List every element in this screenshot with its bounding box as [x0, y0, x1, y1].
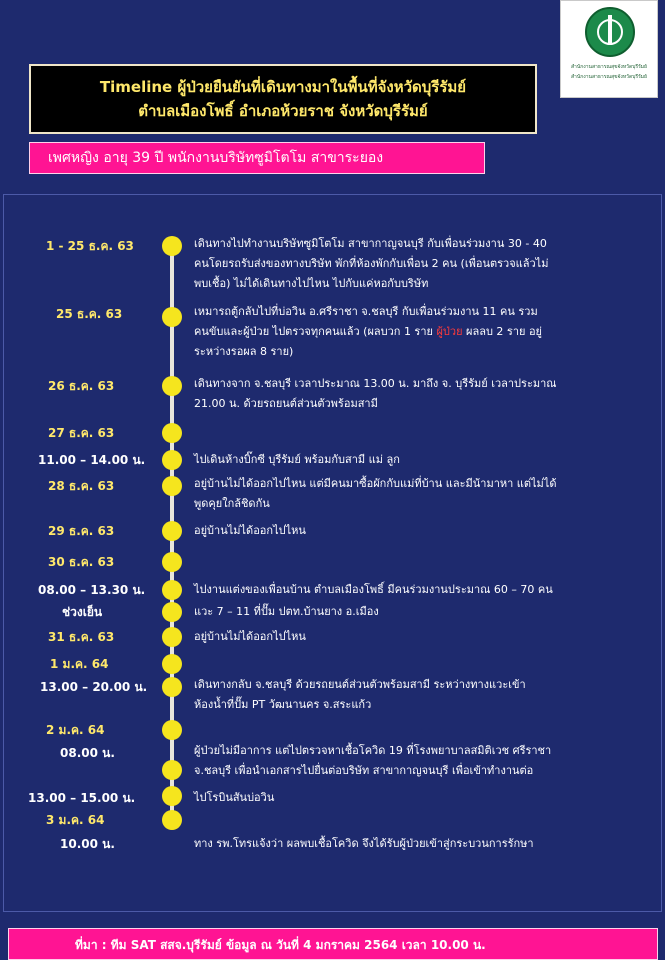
timeline-description	[194, 675, 642, 715]
timeline-dot	[162, 810, 182, 830]
timeline-date: 2 ม.ค. 64	[46, 723, 105, 737]
timeline-date: 29 ธ.ค. 63	[48, 524, 115, 538]
timeline-dot	[162, 307, 182, 327]
description-text: คนขับและผู้ป่วย ไปตรวจทุกคนแล้ว (ผลบวก 1 ราย	[194, 325, 437, 338]
timeline-date: 1 ม.ค. 64	[50, 657, 109, 671]
timeline-dot	[162, 786, 182, 806]
timeline-time: 11.00 – 14.00 น.	[38, 453, 146, 467]
timeline-dot	[162, 376, 182, 396]
logo-caption-1: สำนักงานสาธารณสุขจังหวัดบุรีรัมย์	[571, 64, 647, 70]
page-title-box	[29, 64, 537, 134]
timeline-description	[194, 834, 642, 854]
timeline-dot	[162, 476, 182, 496]
timeline-time: 13.00 – 20.00 น.	[40, 680, 148, 694]
timeline-dot	[162, 552, 182, 572]
source-text: ที่มา : ทีม SAT สสจ.บุรีรัมย์ ข้อมูล ณ วันที่ 4 มกราคม 2564 เวลา 10.00 น.	[75, 938, 486, 952]
page-title-line-1: Timeline ผู้ป่วยยืนยันที่เดินทางมาในพื้นที่จังหวัดบุรีรัมย์	[99, 78, 467, 96]
timeline-date: 3 ม.ค. 64	[46, 813, 105, 827]
description-line: พบเชื้อ) ไม่ได้เดินทางไปไหน ไปกับแค่หอกับบริษัท	[194, 277, 429, 290]
description-line: จ.ชลบุรี เพื่อนำเอกสารไปยื่นต่อบริษัท สาขากาญจนบุรี เพื่อเข้าทำงานต่อ	[194, 764, 534, 777]
ministry-logo	[560, 0, 658, 98]
timeline-description	[194, 788, 642, 808]
timeline-description	[194, 741, 642, 781]
timeline-dot	[162, 677, 182, 697]
timeline-date: 31 ธ.ค. 63	[48, 630, 115, 644]
timeline-description	[194, 374, 642, 414]
description-line: เดินทางจาก จ.ชลบุรี เวลาประมาณ 13.00 น. มาถึง จ. บุรีรัมย์ เวลาประมาณ	[194, 377, 557, 390]
timeline-dot	[162, 760, 182, 780]
page-title-line-2: ตำบลเมืองโพธิ์ อำเภอห้วยราช จังหวัดบุรีรัมย์	[138, 102, 428, 120]
timeline-date: 26 ธ.ค. 63	[48, 379, 115, 393]
patient-info-banner	[29, 142, 485, 174]
description-line: เหมารถตู้กลับไปที่บ่อวิน อ.ศรีราชา จ.ชลบุรี กับเพื่อนร่วมงาน 11 คน รวม	[194, 305, 538, 318]
timeline-dot	[162, 450, 182, 470]
timeline-description	[194, 450, 642, 470]
description-line: ระหว่างรอผล 8 ราย)	[194, 345, 294, 358]
description-line: อยู่บ้านไม่ได้ออกไปไหน	[194, 524, 306, 537]
timeline-time: 10.00 น.	[60, 837, 115, 851]
description-line: พูดคุยใกล้ชิดกัน	[194, 497, 270, 510]
timeline-dot	[162, 580, 182, 600]
timeline-description	[194, 602, 642, 622]
timeline-dot	[162, 720, 182, 740]
description-line: อยู่บ้านไม่ได้ออกไปไหน	[194, 630, 306, 643]
timeline-description	[194, 521, 642, 541]
timeline-description	[194, 234, 642, 294]
timeline-dot	[162, 521, 182, 541]
timeline-time: ช่วงเย็น	[62, 605, 103, 619]
description-line: คนโดยรถรับส่งของทางบริษัท พักที่ห้องพักกับเพื่อน 2 คน (เพื่อนตรวจแล้วไม่	[194, 257, 549, 270]
description-text: ผลลบ 2 ราย อยู่	[462, 325, 543, 338]
description-line: แวะ 7 – 11 ที่ปั๊ม ปตท.บ้านยาง อ.เมือง	[194, 605, 379, 618]
timeline-description	[194, 302, 642, 362]
timeline-date: 28 ธ.ค. 63	[48, 479, 115, 493]
timeline-time: 08.00 น.	[60, 746, 115, 760]
logo-caption-2: สำนักงานสาธารณสุขจังหวัดบุรีรัมย์	[571, 74, 647, 80]
timeline-description	[194, 474, 642, 514]
description-line: ผู้ป่วยไม่มีอาการ แต่ไปตรวจหาเชื้อโควิด 19 ที่โรงพยาบาลสมิติเวช ศรีราชา	[194, 744, 552, 757]
patient-info-text: เพศหญิง อายุ 39 ปี พนักงานบริษัทซูมิโตโม สาขาระยอง	[48, 150, 384, 166]
timeline-date: 1 - 25 ธ.ค. 63	[46, 239, 134, 253]
timeline-dot	[162, 236, 182, 256]
highlight-text: ผู้ป่วย	[436, 325, 463, 338]
description-line: อยู่บ้านไม่ได้ออกไปไหน แต่มีคนมาซื้อผักกับแม่ที่บ้าน และมีน้ามาหา แต่ไม่ได้	[194, 477, 557, 490]
description-line: เดินทางกลับ จ.ชลบุรี ด้วยรถยนต์ส่วนตัวพร้อมสามี ระหว่างทางแวะเข้า	[194, 678, 526, 691]
timeline-date: 25 ธ.ค. 63	[56, 307, 123, 321]
description-line: ไปงานแต่งของเพื่อนบ้าน ตำบลเมืองโพธิ์ มีคนร่วมงานประมาณ 60 – 70 คน	[194, 583, 553, 596]
timeline-time: 13.00 – 15.00 น.	[28, 791, 136, 805]
description-line	[194, 322, 642, 342]
description-line: ทาง รพ.โทรแจ้งว่า ผลพบเชื้อโควิด จึงได้รับผู้ป่วยเข้าสู่กระบวนการรักษา	[194, 837, 534, 850]
timeline-dot	[162, 627, 182, 647]
timeline-date: 27 ธ.ค. 63	[48, 426, 115, 440]
timeline-date: 30 ธ.ค. 63	[48, 555, 115, 569]
timeline-time: 08.00 – 13.30 น.	[38, 583, 146, 597]
timeline-dot	[162, 602, 182, 622]
timeline-dot	[162, 423, 182, 443]
timeline-dot	[162, 654, 182, 674]
timeline-description	[194, 627, 642, 647]
description-line: ไปเดินห้างบิ๊กซี บุรีรัมย์ พร้อมกับสามี แม่ ลูก	[194, 453, 400, 466]
description-line: เดินทางไปทำงานบริษัทซูมิโตโม สาขากาญจนบุรี กับเพื่อนร่วมงาน 30 - 40	[194, 237, 547, 250]
ministry-seal-icon	[585, 7, 635, 57]
source-footer	[8, 928, 658, 960]
description-line: ไปโรบินสันบ่อวิน	[194, 791, 275, 804]
timeline-description	[194, 580, 642, 600]
description-line: 21.00 น. ด้วยรถยนต์ส่วนตัวพร้อมสามี	[194, 397, 378, 410]
description-line: ห้องน้ำที่ปั๊ม PT วัฒนานคร จ.สระแก้ว	[194, 698, 372, 711]
